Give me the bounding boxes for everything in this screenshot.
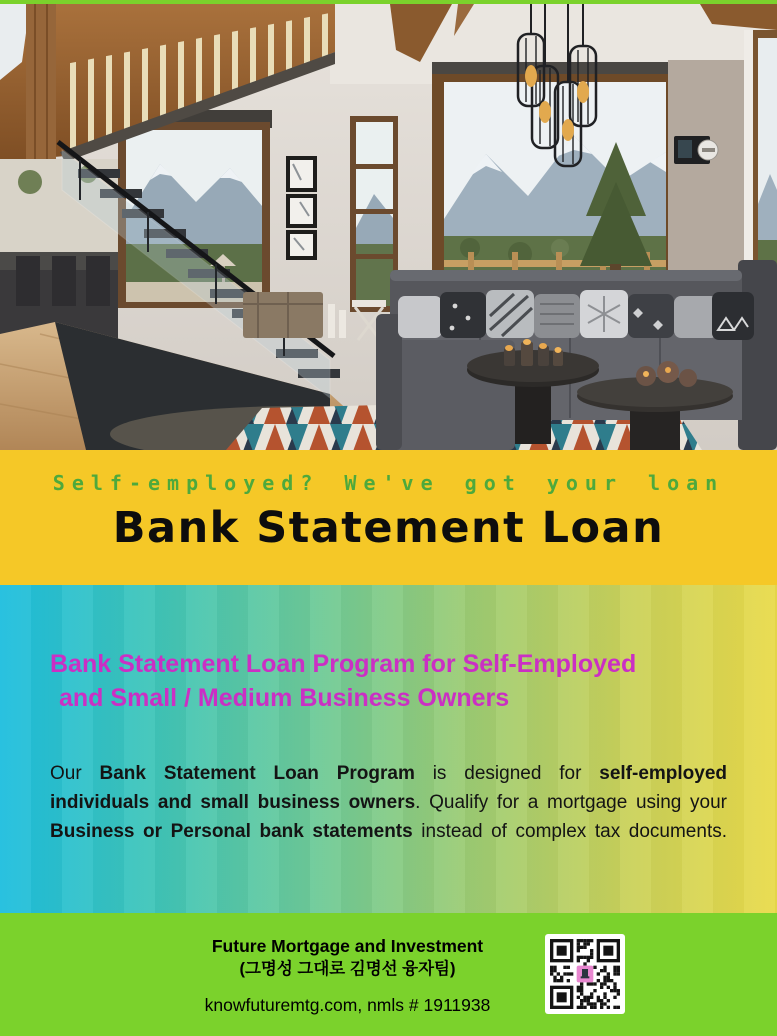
banner-tagline: Self-employed? We've got your loan xyxy=(52,471,725,495)
company-korean-team: (그명성 그대로 김명선 융자팀) xyxy=(239,960,456,978)
program-paragraph xyxy=(50,759,727,846)
throw-pillows xyxy=(398,290,754,340)
thermostat xyxy=(674,136,718,164)
paragraph-line: Our Bank Statement Loan Program is designed for self-employed xyxy=(50,763,728,784)
program-heading-line1: Bank Statement Loan Program for Self-Employed xyxy=(50,650,637,678)
banner-section xyxy=(0,450,777,585)
footer-section xyxy=(0,913,777,1036)
company-name: Future Mortgage and Investment xyxy=(211,936,484,956)
program-heading xyxy=(50,647,729,715)
paragraph-line: individuals and small business owners. Qualify for a mortgage using your xyxy=(50,792,727,813)
storage-bench xyxy=(243,292,323,338)
program-heading-line2: and Small / Medium Business Owners xyxy=(59,684,510,712)
living-room-scene xyxy=(0,4,777,450)
banner-title: Bank Statement Loan xyxy=(112,503,665,553)
wall-frames xyxy=(288,158,315,258)
qr-code xyxy=(545,934,625,1014)
paragraph-line: Business or Personal bank statements instead of complex tax documents. xyxy=(50,821,728,842)
qr-code-image xyxy=(550,939,620,1009)
hero-photo xyxy=(0,4,777,450)
website-nmls-line: knowfuturemtg.com, nmls # 1911938 xyxy=(204,995,491,1015)
program-section xyxy=(0,585,777,913)
